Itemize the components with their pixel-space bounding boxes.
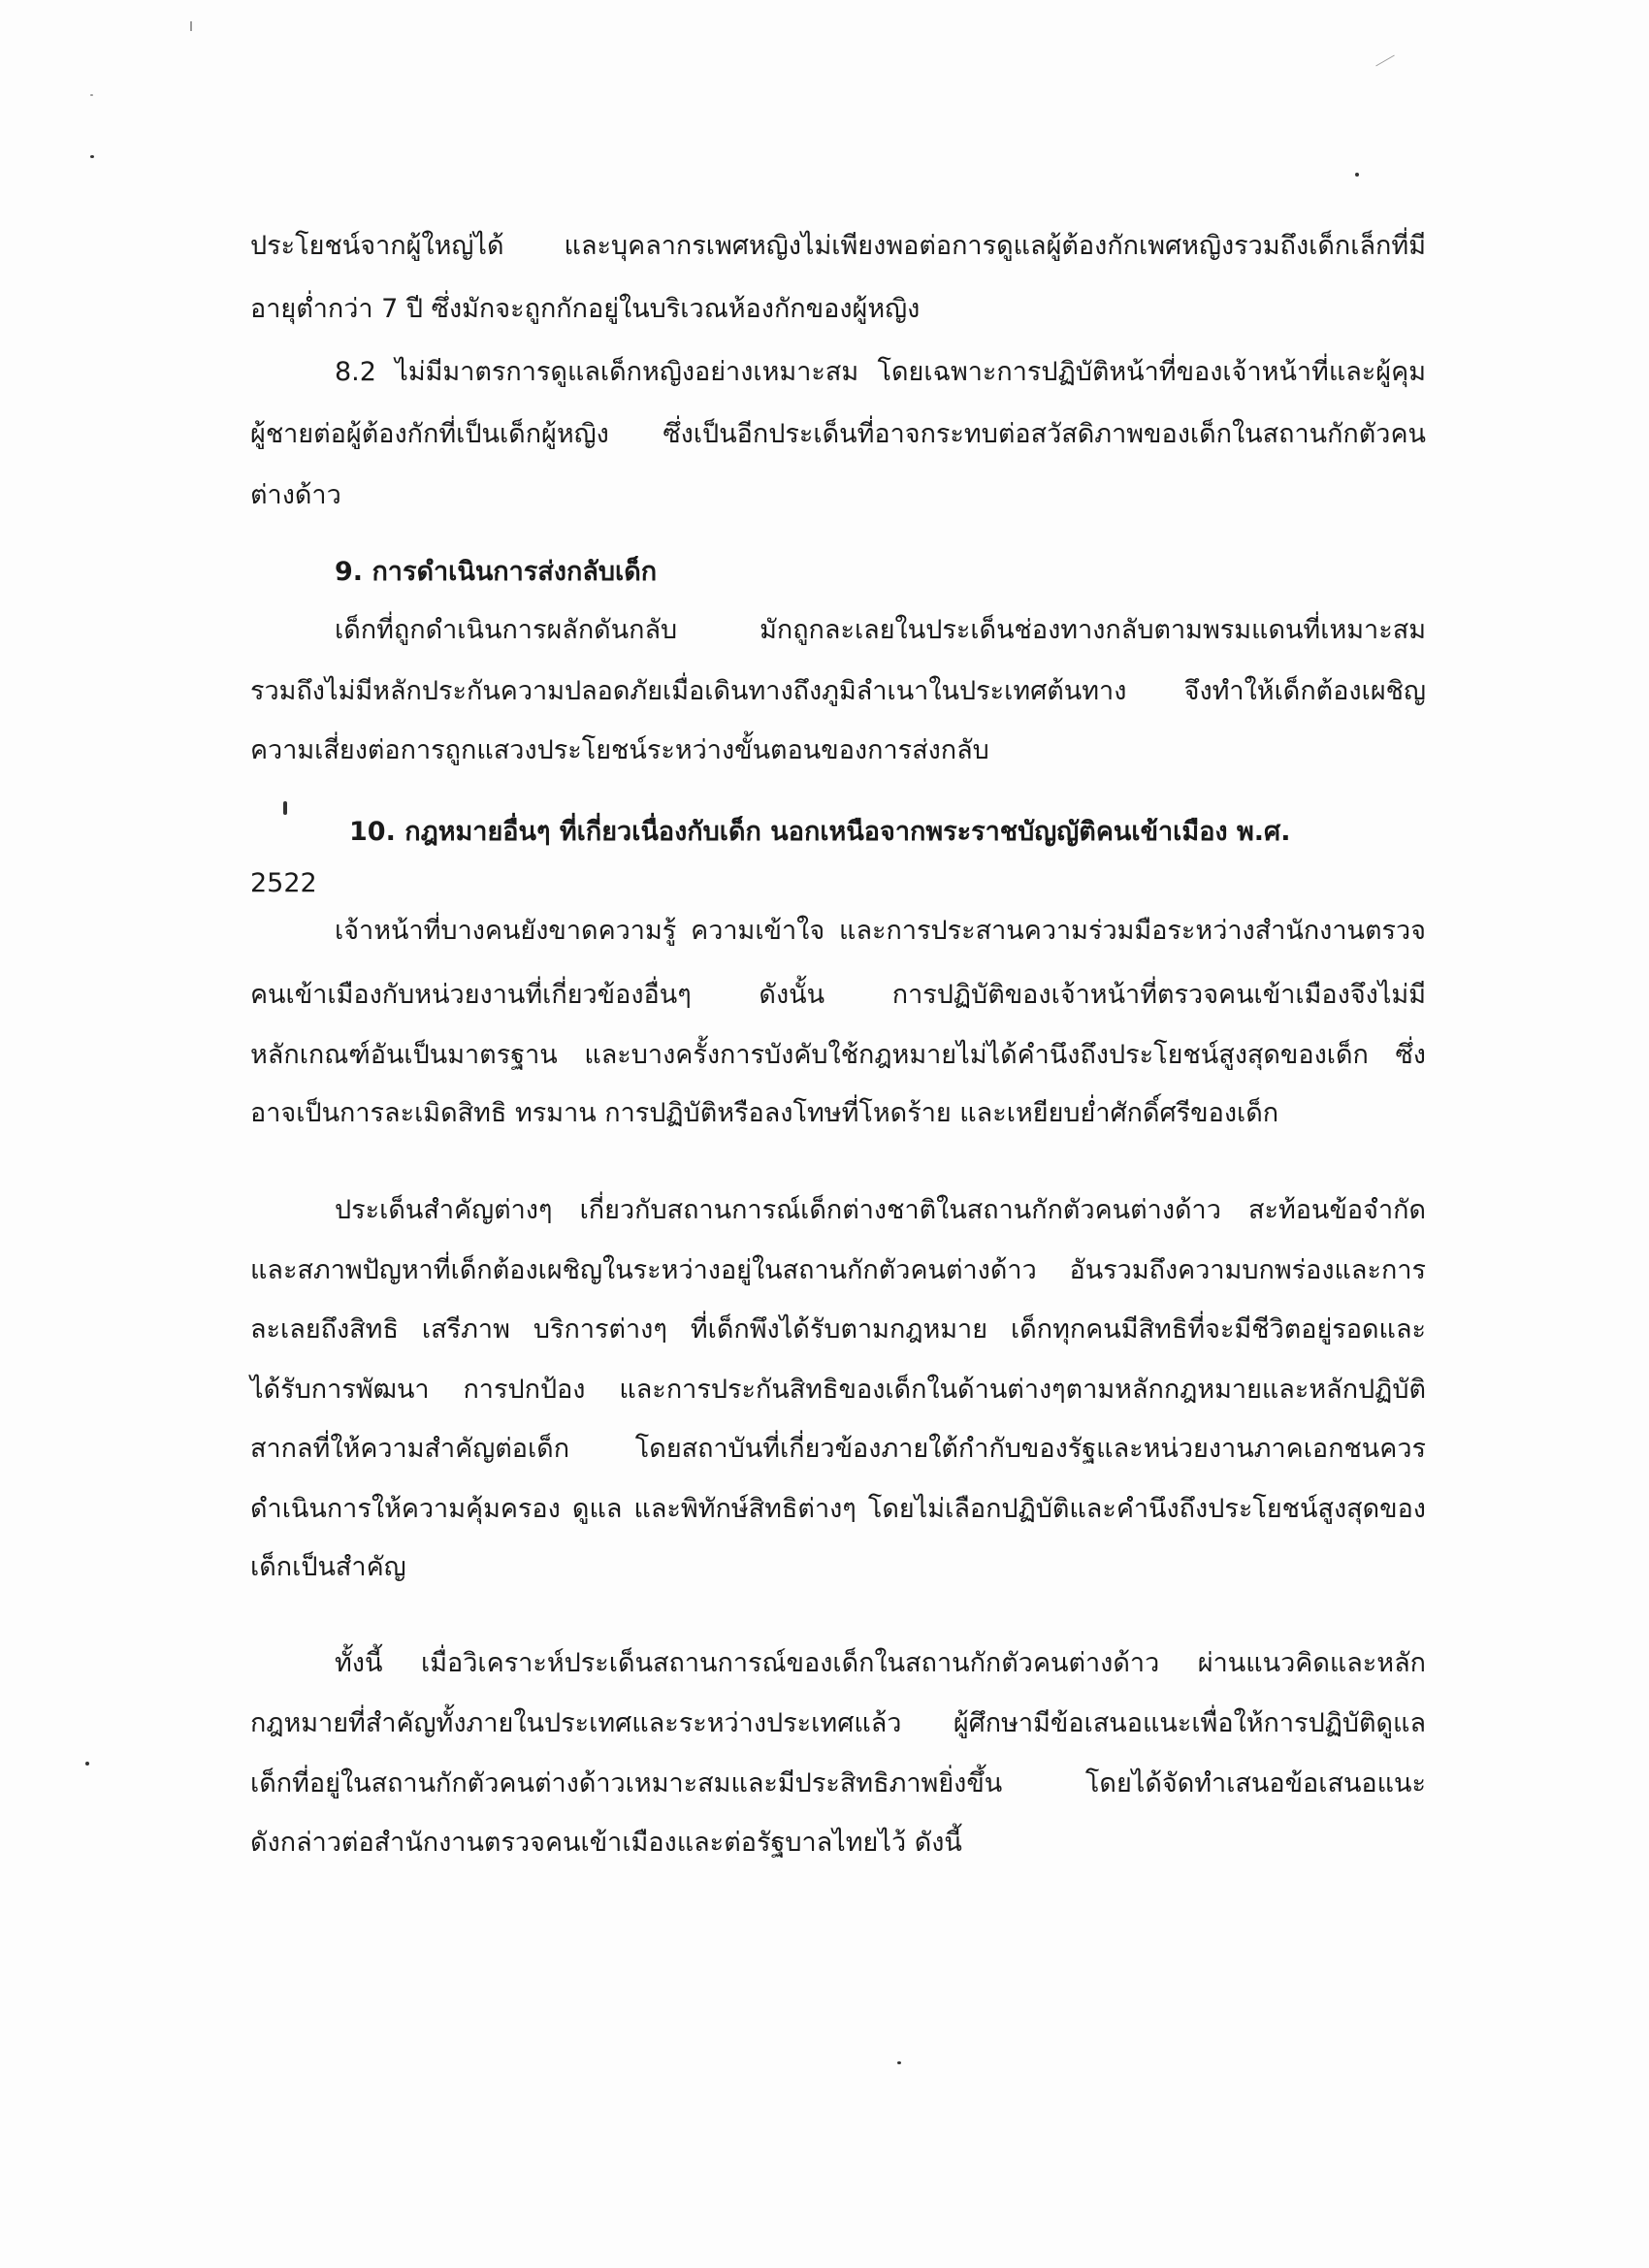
scan-speck [1355,173,1359,177]
body-line: อายุต่ำกว่า 7 ปี ซึ่งมักจะถูกกักอยู่ในบริเวณห้องกักของผู้หญิง [250,294,921,324]
body-line: สากลที่ให้ความสำคัญต่อเด็ก โดยสถาบันที่เกี่ยวข้องภายใต้กำกับของรัฐและหน่วยงานภาคเอกชนควร [250,1434,1426,1464]
body-line: ผู้ชายต่อผู้ต้องกักที่เป็นเด็กผู้หญิง ซึ่งเป็นอีกประเด็นที่อาจกระทบต่อสวัสดิภาพของเด็กในสถานกักตัวคน [250,419,1426,449]
section-heading: 10. กฎหมายอื่นๆ ที่เกี่ยวเนื่องกับเด็ก นอกเหนือจากพระราชบัญญัติคนเข้าเมือง พ.ศ. [349,817,1291,847]
body-line: เด็กที่ถูกดำเนินการผลักดันกลับ มักถูกละเลยในประเด็นช่องทางกลับตามพรมแดนที่เหมาะสม [335,615,1426,645]
scan-speck [283,801,287,815]
body-line: และสภาพปัญหาที่เด็กต้องเผชิญในระหว่างอยู่ในสถานกักตัวคนต่างด้าว อันรวมถึงความบกพร่องและการ [250,1255,1426,1285]
body-line: ประโยชน์จากผู้ใหญ่ได้ และบุคลากรเพศหญิงไม่เพียงพอต่อการดูแลผู้ต้องกักเพศหญิงรวมถึงเด็กเล็กที่มี [250,231,1426,261]
body-line: 8.2 ไม่มีมาตรการดูแลเด็กหญิงอย่างเหมาะสม โดยเฉพาะการปฏิบัติหน้าที่ของเจ้าหน้าที่และผู้คุม [335,357,1426,387]
body-line: รวมถึงไม่มีหลักประกันความปลอดภัยเมื่อเดินทางถึงภูมิลำเนาในประเทศต้นทาง จึงทำให้เด็กต้องเผชิญ [250,676,1426,706]
body-line: ดำเนินการให้ความคุ้มครอง ดูแล และพิทักษ์สิทธิต่างๆ โดยไม่เลือกปฏิบัติและคำนึงถึงประโยชน์สูงสุดของ [250,1494,1426,1524]
section-heading-continuation: 2522 [250,868,317,898]
body-line: เด็กเป็นสำคัญ [250,1552,406,1582]
body-line: ประเด็นสำคัญต่างๆ เกี่ยวกับสถานการณ์เด็กต่างชาติในสถานกักตัวคนต่างด้าว สะท้อนข้อจำกัด [335,1195,1426,1225]
body-line: ทั้งนี้ เมื่อวิเคราะห์ประเด็นสถานการณ์ของเด็กในสถานกักตัวคนต่างด้าว ผ่านแนวคิดและหลัก [335,1648,1426,1678]
body-line: เจ้าหน้าที่บางคนยังขาดความรู้ ความเข้าใจ และการประสานความร่วมมือระหว่างสำนักงานตรวจ [335,916,1426,946]
scan-speck [897,2061,901,2064]
body-line: ได้รับการพัฒนา การปกป้อง และการประกันสิทธิของเด็กในด้านต่างๆตามหลักกฎหมายและหลักปฏิบัติ [250,1375,1426,1405]
body-line: คนเข้าเมืองกับหน่วยงานที่เกี่ยวข้องอื่นๆ ดังนั้น การปฏิบัติของเจ้าหน้าที่ตรวจคนเข้าเมืองจึงไม่มี [250,980,1426,1010]
section-heading: 9. การดำเนินการส่งกลับเด็ก [335,557,658,587]
body-line: หลักเกณฑ์อันเป็นมาตรฐาน และบางครั้งการบังคับใช้กฎหมายไม่ได้คำนึงถึงประโยชน์สูงสุดของเด็ก ซึ่ง [250,1040,1426,1070]
body-line: อาจเป็นการละเมิดสิทธิ ทรมาน การปฏิบัติหรือลงโทษที่โหดร้าย และเหยียบย่ำศักดิ์ศรีของเด็ก [250,1098,1279,1128]
body-line: ความเสี่ยงต่อการถูกแสวงประโยชน์ระหว่างขั้นตอนของการส่งกลับ [250,735,989,765]
body-line: ดังกล่าวต่อสำนักงานตรวจคนเข้าเมืองและต่อรัฐบาลไทยไว้ ดังนี้ [250,1828,962,1858]
body-line: เด็กที่อยู่ในสถานกักตัวคนต่างด้าวเหมาะสมและมีประสิทธิภาพยิ่งขึ้น โดยได้จัดทำเสนอข้อเสนอแนะ [250,1768,1426,1798]
body-line: ละเลยถึงสิทธิ เสรีภาพ บริการต่างๆ ที่เด็กพึงได้รับตามกฎหมาย เด็กทุกคนมีสิทธิที่จะมีชีวิตอยู่รอดและ [250,1314,1426,1345]
body-line: กฎหมายที่สำคัญทั้งภายในประเทศและระหว่างประเทศแล้ว ผู้ศึกษามีข้อเสนอแนะเพื่อให้การปฏิบัติดูแล [250,1708,1426,1738]
scan-speck [85,1762,89,1766]
scan-speck [90,94,93,96]
body-line: ต่างด้าว [250,480,341,510]
scan-mark [1375,55,1395,67]
scan-mark [190,21,192,31]
scan-speck [90,155,94,158]
